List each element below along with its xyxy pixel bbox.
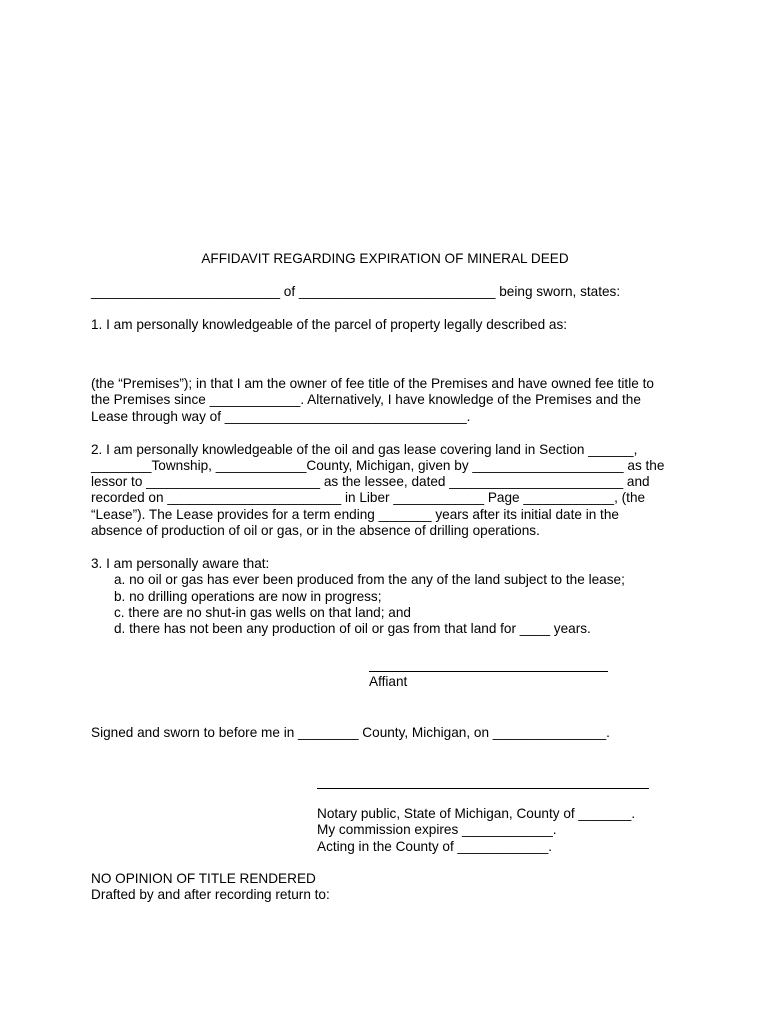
premises-line: Lease through way of ________________________________. bbox=[91, 409, 471, 424]
paragraph-2-line: “Lease”). The Lease provides for a term ending _______ years after its initial date in the bbox=[91, 507, 619, 522]
paragraph-3-item: d. there has not been any production of oil or gas from that land for ____ years. bbox=[114, 621, 591, 636]
notary-line: Notary public, State of Michigan, County of _______. bbox=[317, 806, 636, 821]
no-opinion-label: NO OPINION OF TITLE RENDERED bbox=[91, 871, 316, 886]
paragraph-2-line: 2. I am personally knowledgeable of the oil and gas lease covering land in Section ______, bbox=[91, 442, 638, 457]
affiant-signature-line bbox=[369, 671, 608, 672]
paragraph-2-line: ________Township, ____________County, Michigan, given by ____________________ as the bbox=[91, 458, 665, 473]
premises-line: (the “Premises”); in that I am the owner of fee title of the Premises and have owned fee title to bbox=[91, 376, 654, 391]
paragraph-3-item: a. no oil or gas has ever been produced from the any of the land subject to the lease; bbox=[114, 572, 625, 587]
signed-sworn-line: Signed and sworn to before me in ________ County, Michigan, on _______________. bbox=[91, 725, 610, 740]
paragraph-3-heading: 3. I am personally aware that: bbox=[91, 556, 270, 571]
premises-line: the Premises since ____________. Alternatively, I have knowledge of the Premises and the bbox=[91, 392, 641, 407]
affiant-label: Affiant bbox=[369, 674, 408, 689]
paragraph-2-line: lessor to _______________________ as the lessee, dated _______________________ and bbox=[91, 474, 650, 489]
drafted-by-label: Drafted by and after recording return to: bbox=[91, 887, 330, 902]
paragraph-1: 1. I am personally knowledgeable of the parcel of property legally described as: bbox=[91, 317, 568, 332]
intro-line: _________________________ of __________________________ being sworn, states: bbox=[91, 284, 621, 299]
notary-line: Acting in the County of ____________. bbox=[317, 839, 553, 854]
paragraph-3-item: c. there are no shut-in gas wells on that land; and bbox=[114, 605, 411, 620]
paragraph-3-item: b. no drilling operations are now in progress; bbox=[114, 589, 382, 604]
document-title: AFFIDAVIT REGARDING EXPIRATION OF MINERAL DEED bbox=[201, 251, 569, 266]
paragraph-2-line: recorded on _______________________ in Liber ____________ Page ____________, (the bbox=[91, 490, 646, 505]
notary-line: My commission expires ____________. bbox=[317, 822, 557, 837]
paragraph-2-line: absence of production of oil or gas, or in the absence of drilling operations. bbox=[91, 523, 540, 538]
notary-signature-line bbox=[317, 788, 649, 789]
